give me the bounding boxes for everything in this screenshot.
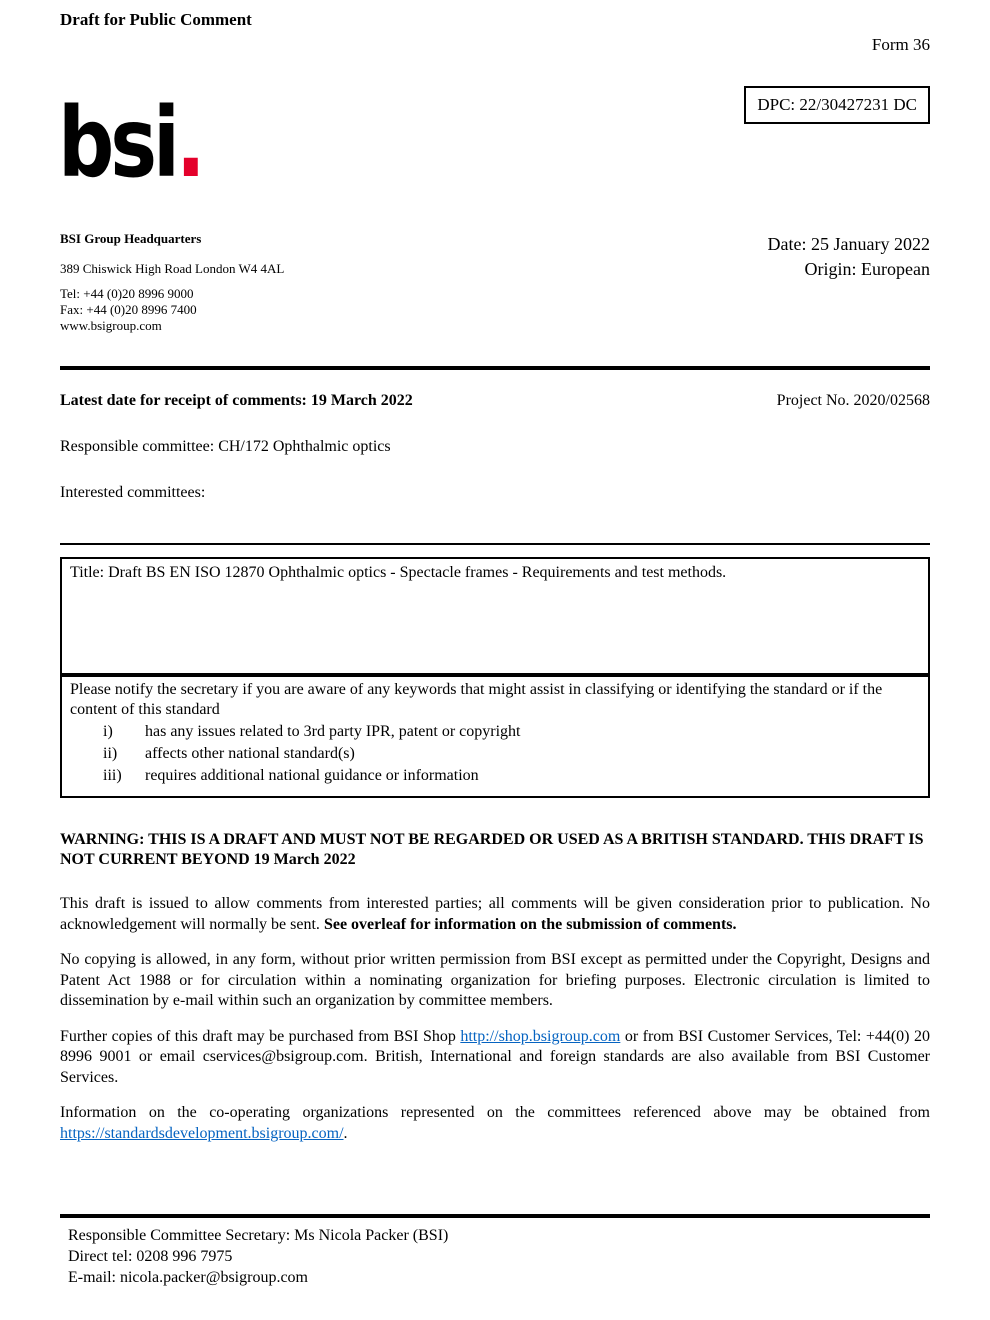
purchase-text-before: Further copies of this draft may be purchased from BSI Shop xyxy=(60,1027,461,1045)
dpc-number-box: DPC: 22/30427231 DC xyxy=(744,86,930,124)
keywords-item xyxy=(70,766,920,786)
footer-email-label: E-mail: nicola.packer@bsigroup.com xyxy=(68,1269,308,1286)
keywords-item-numeral: iii) xyxy=(103,767,122,784)
origin-label: Origin: European xyxy=(804,259,930,279)
address-fax: Fax: +44 (0)20 8996 7400 xyxy=(60,302,197,317)
section-divider xyxy=(60,543,930,545)
details-row xyxy=(60,390,930,411)
purchase-paragraph xyxy=(60,1027,930,1089)
footer-contact-block xyxy=(60,1218,930,1288)
keywords-item-text: requires additional national guidance or information xyxy=(145,767,479,784)
keywords-item-numeral: i) xyxy=(103,723,113,740)
keywords-box xyxy=(60,675,930,798)
address-tel: Tel: +44 (0)20 8996 9000 xyxy=(60,286,194,301)
date-origin-block xyxy=(768,232,930,282)
interested-committees-label: Interested committees: xyxy=(60,484,206,501)
responsible-committee-label: Responsible committee: CH/172 Ophthalmic optics xyxy=(60,438,391,455)
direct-tel-label: Direct tel: 0208 996 7975 xyxy=(68,1248,233,1265)
cooperating-paragraph xyxy=(60,1103,930,1144)
draft-for-public-comment-label: Draft for Public Comment xyxy=(60,10,252,29)
address-title: BSI Group Headquarters xyxy=(60,231,202,246)
header-divider xyxy=(60,366,930,370)
latest-date-label: Latest date for receipt of comments: 19 March 2022 xyxy=(60,392,413,409)
keywords-item-text: has any issues related to 3rd party IPR, patent or copyright xyxy=(145,723,521,740)
keywords-item-text: affects other national standard(s) xyxy=(145,745,355,762)
standard-title: Title: Draft BS EN ISO 12870 Ophthalmic optics - Spectacle frames - Requirements and test methods. xyxy=(70,564,727,581)
title-box xyxy=(60,557,930,675)
keywords-item xyxy=(70,722,920,742)
secretary-label: Responsible Committee Secretary: Ms Nicola Packer (BSI) xyxy=(68,1227,449,1244)
cooperating-text-before: Information on the co-operating organizations represented on the committees referenced above may be obtained from xyxy=(60,1104,930,1121)
warning-paragraph: WARNING: THIS IS A DRAFT AND MUST NOT BE REGARDED OR USED AS A BRITISH STANDARD. THIS DRAFT IS NOT CURRENT BEYOND 19 March 2022 xyxy=(60,831,924,868)
bsi-logo-dot: . xyxy=(175,87,202,199)
keywords-item xyxy=(70,744,920,764)
purchase-text-after: or from BSI Customer Services, Tel: +44(0) 20 8996 9001 or email cservices@bsigroup.com. British, International and foreign standards are also available from BSI Customer Services. xyxy=(60,1027,930,1086)
form-number-label: Form 36 xyxy=(871,35,930,54)
comments-paragraph xyxy=(60,894,930,935)
address-block xyxy=(60,231,284,334)
document-body xyxy=(60,372,930,1144)
keywords-intro: Please notify the secretary if you are aware of any keywords that might assist in classifying or identifying the standard or if the content of this standard xyxy=(70,681,883,718)
cooperating-text-after: . xyxy=(343,1124,348,1142)
date-label: Date: 25 January 2022 xyxy=(767,234,930,254)
document-footer xyxy=(60,1214,930,1288)
keywords-item-numeral: ii) xyxy=(103,745,118,762)
comments-text: This draft is issued to allow comments from interested parties; all comments will be given consideration prior to publication. No acknowledgement will normally be sent. xyxy=(60,895,930,933)
standards-development-link[interactable]: https://standardsdevelopment.bsigroup.com/ xyxy=(60,1124,344,1142)
document-header xyxy=(0,0,990,372)
bsi-logo xyxy=(58,87,202,199)
bsi-logo-text: bsi xyxy=(58,87,176,199)
address-website: www.bsigroup.com xyxy=(60,318,162,333)
copyright-paragraph: No copying is allowed, in any form, without prior written permission from BSI except as permitted under the Copyright, Designs and Patent Act 1988 or for circulation within a nominating organization for briefing purposes. Electronic circulation is limited to dissemination by e-mail within such an organization by committee members. xyxy=(60,951,930,1009)
comments-bold-text: See overleaf for information on the submission of comments. xyxy=(323,915,737,933)
address-street: 389 Chiswick High Road London W4 4AL xyxy=(60,261,285,276)
project-number-label: Project No. 2020/02568 xyxy=(776,392,930,409)
bsi-shop-link[interactable]: http://shop.bsigroup.com xyxy=(460,1027,621,1045)
